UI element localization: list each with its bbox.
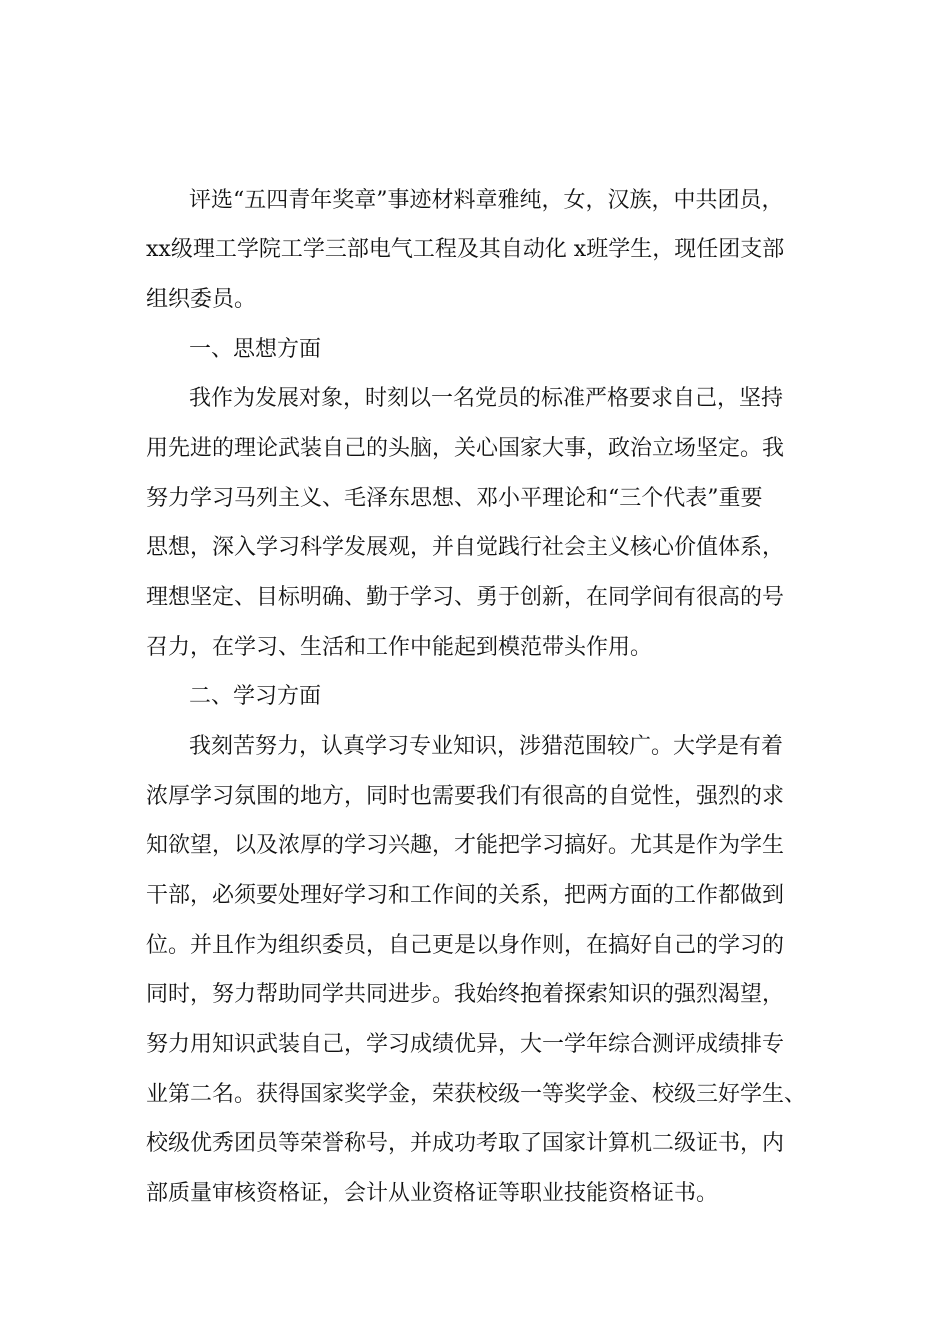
text-line: xx级理工学院工学三部电气工程及其自动化 x班学生，现任团支部 (146, 237, 785, 262)
text-line: 努力学习马列主义、毛泽东思想、邓小平理论和“三个代表”重要 (146, 486, 763, 511)
text-line: 我刻苦努力，认真学习专业知识，涉猎范围较广。大学是有着 (189, 734, 784, 759)
text-line: 召力，在学习、生活和工作中能起到模范带头作用。 (146, 635, 653, 660)
text-line: 用先进的理论武装自己的头脑，关心国家大事，政治立场坚定。我 (146, 436, 785, 461)
text-line: 同时，努力帮助同学共同进步。我始终抱着探索知识的强烈渴望， (146, 982, 785, 1007)
text-line: 我作为发展对象，时刻以一名党员的标准严格要求自己，坚持 (189, 386, 784, 411)
section-heading: 二、学习方面 (189, 684, 322, 709)
section-heading: 一、思想方面 (189, 337, 322, 362)
text-line: 理想坚定、目标明确、勤于学习、勇于创新，在同学间有很高的号 (146, 585, 785, 610)
text-line: 干部，必须要处理好学习和工作间的关系，把两方面的工作都做到 (146, 883, 785, 908)
text-line: 业第二名。获得国家奖学金，荣获校级一等奖学金、校级三好学生、 (146, 1082, 807, 1107)
text-line: 位。并且作为组织委员，自己更是以身作则，在搞好自己的学习的 (146, 933, 785, 958)
text-line: 校级优秀团员等荣誉称号，并成功考取了国家计算机二级证书，内 (146, 1131, 785, 1156)
text-line: 评选“五四青年奖章”事迹材料章雅纯，女，汉族，中共团员， (189, 188, 784, 213)
text-line: 浓厚学习氛围的地方，同时也需要我们有很高的自觉性，强烈的求 (146, 784, 785, 809)
text-line: 知欲望，以及浓厚的学习兴趣，才能把学习搞好。尤其是作为学生 (146, 833, 785, 858)
text-line: 部质量审核资格证，会计从业资格证等职业技能资格证书。 (146, 1181, 719, 1206)
text-line: 努力用知识武装自己，学习成绩优异，大一学年综合测评成绩排专 (146, 1032, 785, 1057)
text-line: 思想，深入学习科学发展观，并自觉践行社会主义核心价值体系， (146, 535, 785, 560)
text-line: 组织委员。 (146, 287, 257, 312)
